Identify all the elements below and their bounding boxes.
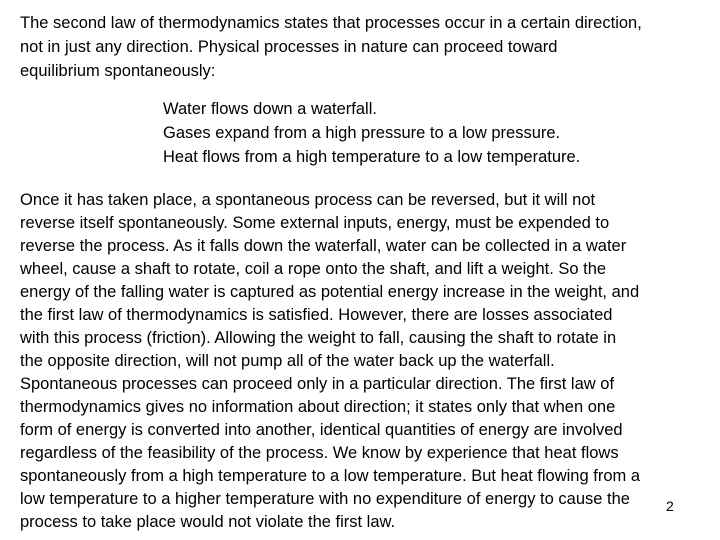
example-item: Heat flows from a high temperature to a low temperature.	[163, 148, 581, 166]
body-line: the opposite direction, will not pump all of the water back up the waterfall.	[20, 352, 555, 370]
body-line: process to take place would not violate the first law.	[20, 513, 396, 531]
body-line: regardless of the feasibility of the process. We know by experience that heat flows	[20, 444, 619, 462]
example-item: Water flows down a waterfall.	[163, 100, 377, 118]
body-line: the first law of thermodynamics is satisfied. However, there are losses associated	[20, 306, 613, 324]
intro-line: The second law of thermodynamics states that processes occur in a certain direction,	[20, 14, 642, 32]
body-line: form of energy is converted into another, identical quantities of energy are involved	[20, 421, 623, 439]
body-line: with this process (friction). Allowing the weight to fall, causing the shaft to rotate in	[20, 329, 617, 347]
example-item: Gases expand from a high pressure to a low pressure.	[163, 124, 561, 142]
body-line: low temperature to a higher temperature with no expenditure of energy to cause the	[20, 490, 630, 508]
intro-line: equilibrium spontaneously:	[20, 62, 216, 80]
body-line: Once it has taken place, a spontaneous process can be reversed, but it will not	[20, 191, 596, 209]
page-number: 2	[666, 498, 674, 514]
body-line: Spontaneous processes can proceed only in a particular direction. The first law of	[20, 375, 615, 393]
body-line: wheel, cause a shaft to rotate, coil a rope onto the shaft, and lift a weight. So the	[20, 260, 607, 278]
body-line: reverse the process. As it falls down the waterfall, water can be collected in a water	[20, 237, 627, 255]
intro-line: not in just any direction. Physical processes in nature can proceed toward	[20, 38, 558, 56]
body-line: spontaneously from a high temperature to a low temperature. But heat flowing from a	[20, 467, 640, 485]
body-line: energy of the falling water is captured as potential energy increase in the weight, and	[20, 283, 640, 301]
body-line: thermodynamics gives no information about direction; it states only that when one	[20, 398, 616, 416]
body-line: reverse itself spontaneously. Some external inputs, energy, must be expended to	[20, 214, 610, 232]
